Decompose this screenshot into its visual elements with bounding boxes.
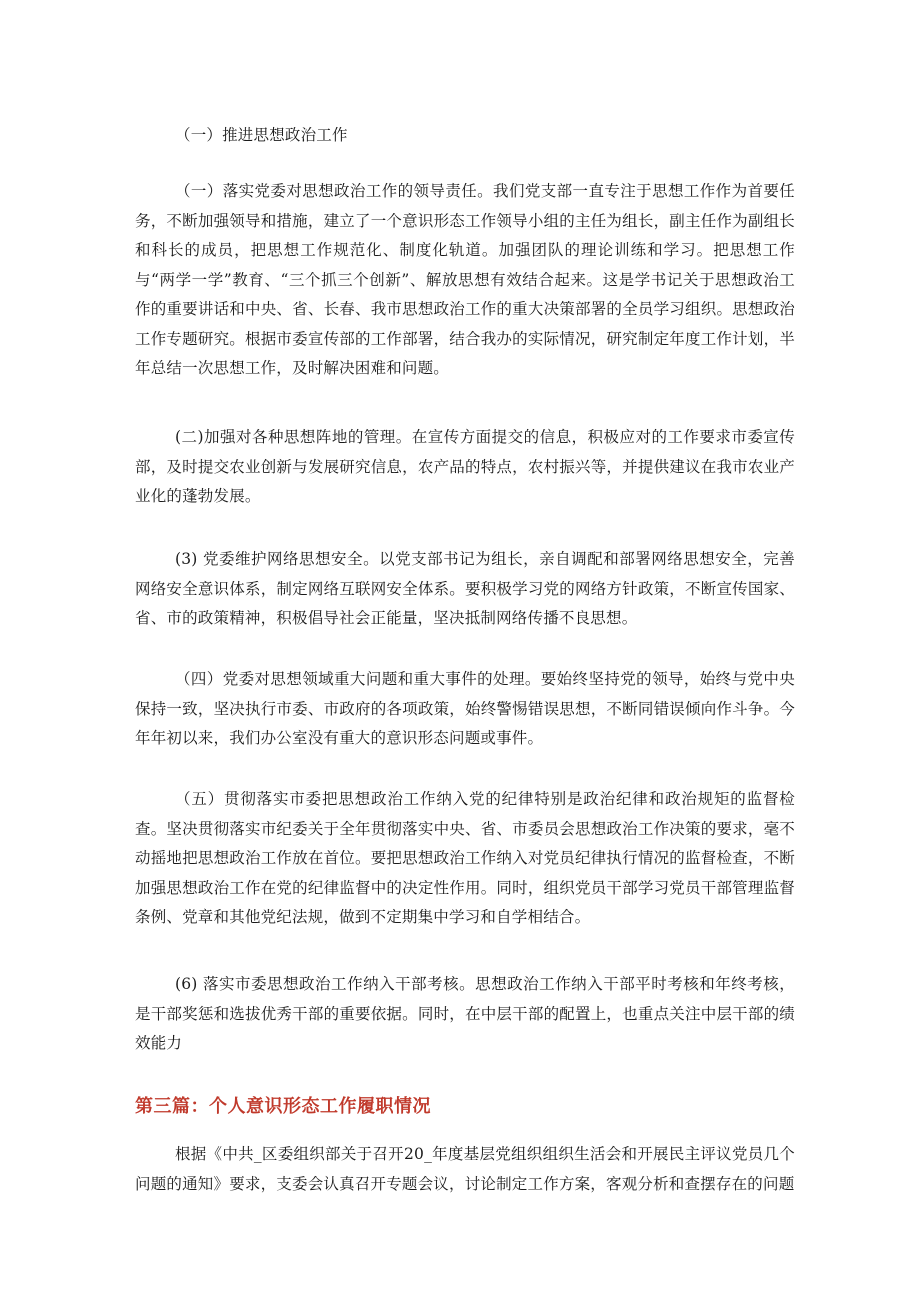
paragraph-5: （四）党委对思想领域重大问题和重大事件的处理。要始终坚持党的领导，始终与党中央保持一致，坚决执行市委、市政府的各项政策，始终警惕错误思想，不断同错误倾向作斗争。今年年初以来，我们办公室没有重大的意识形态问题或事件。	[135, 670, 795, 747]
paragraph-1: （一）推进思想政治工作	[175, 126, 348, 144]
tail-paragraph: 根据《中共_区委组织部关于召开20_年度基层党组织组织生活会和开展民主评议党员几个问题的通知》要求，支委会认真召开专题会议，讨论制定工作方案，客观分析和查摆存在的问题	[135, 1145, 795, 1193]
section-heading: 第三篇：个人意识形态工作履职情况	[135, 1096, 431, 1117]
paragraph-4: (3) 党委维护网络思想安全。以党支部书记为组长，亲自调配和部署网络思想安全，完善网络安全意识体系，制定网络互联网安全体系。要积极学习党的网络方针政策，不断宣传国家、省、市的政策精神，积极倡导社会正能量，坚决抵制网络传播不良思想。	[135, 550, 795, 627]
paragraph-7: (6) 落实市委思想政治工作纳入干部考核。思想政治工作纳入干部平时考核和年终考核，是干部奖惩和选拔优秀干部的重要依据。同时，在中层干部的配置上，也重点关注中层干部的绩效能力	[135, 975, 795, 1052]
paragraph-6: （五）贯彻落实市委把思想政治工作纳入党的纪律特别是政治纪律和政治规矩的监督检查。坚决贯彻落实市纪委关于全年贯彻落实中央、省、市委员会思想政治工作决策的要求，毫不动摇地把思想政治工作放在首位。要把思想政治工作纳入对党员纪律执行情况的监督检查，不断加强思想政治工作在党的纪律监督中的决定性作用。同时，组织党员干部学习党员干部管理监督条例、党章和其他党纪法规，做到不定期集中学习和自学相结合。	[135, 790, 795, 926]
paragraph-2: （一）落实党委对思想政治工作的领导责任。我们党支部一直专注于思想工作作为首要任务，不断加强领导和措施，建立了一个意识形态工作领导小组的主任为组长，副主任作为副组长和科长的成员，把思想工作规范化、制度化轨道。加强团队的理论训练和学习。把思想工作与“两学一学”教育、“三个抓三个创新”、解放思想有效结合起来。这是学书记关于思想政治工作的重要讲话和中央、省、长春、我市思想政治工作的重大决策部署的全员学习组织。思想政治工作专题研究。根据市委宣传部的工作部署，结合我办的实际情况，研究制定年度工作计划，半年总结一次思想工作，及时解决困难和问题。	[135, 182, 795, 377]
paragraph-3: (二)加强对各种思想阵地的管理。在宣传方面提交的信息，积极应对的工作要求市委宣传部，及时提交农业创新与发展研究信息，农产品的特点，农村振兴等，并提供建议在我市农业产业化的蓬勃发展。	[135, 428, 795, 505]
